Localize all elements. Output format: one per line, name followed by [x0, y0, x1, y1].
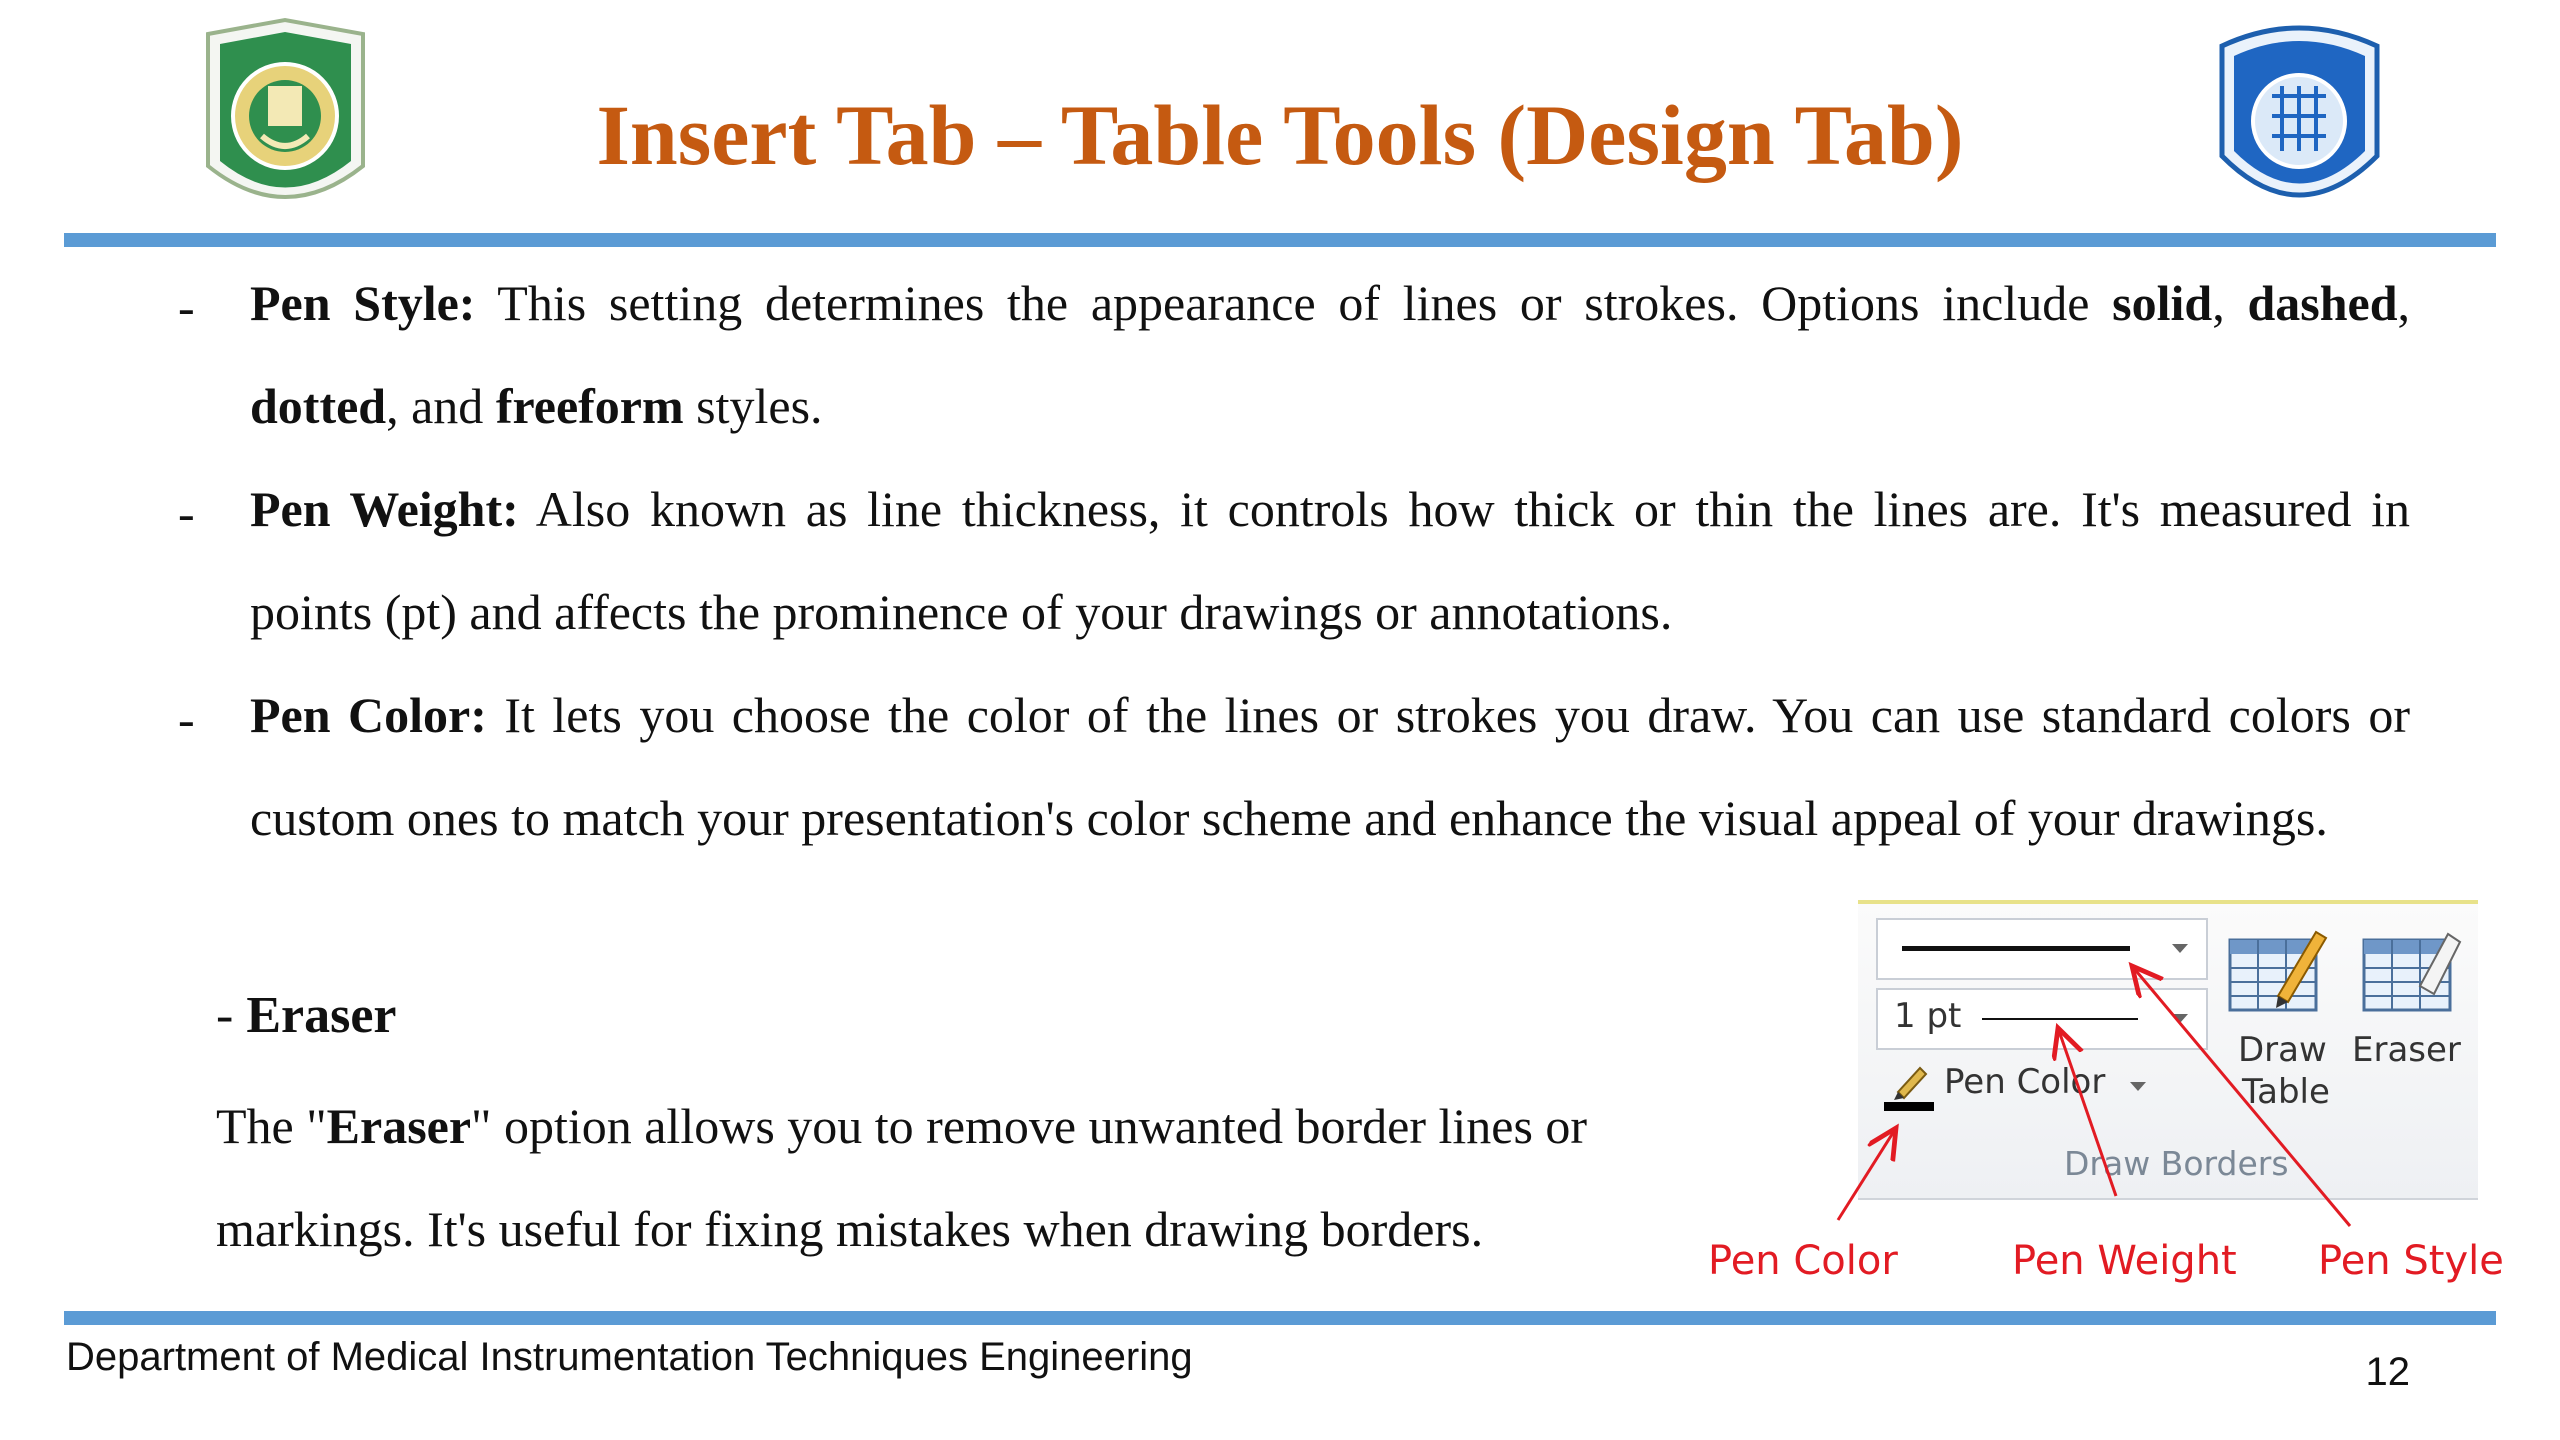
callout-pen-color: Pen Color [1708, 1238, 1898, 1284]
bullet-dash: - [178, 279, 195, 335]
pen-style-arrow [2132, 966, 2350, 1226]
pen-weight-arrow [2058, 1028, 2116, 1196]
bullet-text: , and [386, 378, 496, 434]
bullet-text: It lets you choose the color of the lines or strokes you draw. You can use standard colors or custom ones to match your presentation's color scheme and enhance the visual appeal of your drawings. [250, 687, 2410, 846]
bullet-text: , [2212, 275, 2248, 331]
bold-dashed: dashed [2247, 275, 2398, 331]
draw-borders-group-label: Draw Borders [2064, 1144, 2289, 1183]
bold-dotted: dotted [250, 378, 387, 434]
bullet-dash: - [178, 691, 195, 747]
bullet-text: , [2397, 275, 2411, 331]
eraser-heading-text: Eraser [246, 987, 397, 1044]
pen-color-label: Pen Color [1944, 1062, 2106, 1102]
pen-color-arrow [1838, 1128, 1896, 1220]
bullet-text: Also known as line thickness, it controls how thick or thin the lines are. It's measured in points (pt) and affects the prominence of your drawings or annotations. [250, 481, 2410, 640]
callout-pen-weight: Pen Weight [2012, 1238, 2237, 1284]
eraser-label: Eraser [2352, 1030, 2461, 1070]
footer-divider [64, 1311, 2496, 1325]
callout-pen-style: Pen Style [2318, 1238, 2504, 1284]
pen-weight-value: 1 pt [1894, 996, 1962, 1036]
bullet-text: styles. [683, 378, 823, 434]
eraser-text: " option allows you to remove unwanted border lines or markings. It's useful for fixing mistakes when drawing borders. [216, 1098, 1588, 1257]
term-pen-weight: Pen Weight: [250, 481, 519, 537]
page-number: 12 [2365, 1350, 2410, 1394]
eraser-dash: - [216, 987, 247, 1044]
bold-solid: solid [2112, 275, 2213, 331]
footer-department: Department of Medical Instrumentation Techniques Engineering [66, 1335, 1193, 1379]
eraser-bold: Eraser [326, 1098, 472, 1154]
term-pen-color: Pen Color: [250, 687, 487, 743]
draw-table-label-line1: Draw [2238, 1030, 2327, 1070]
bullet-dash: - [178, 485, 195, 541]
bold-freeform: freeform [495, 378, 684, 434]
draw-table-label-line2: Table [2242, 1072, 2330, 1112]
eraser-text: The " [216, 1098, 327, 1154]
bullet-text: This setting determines the appearance of lines or strokes. Options include [475, 275, 2113, 331]
slide-title: Insert Tab – Table Tools (Design Tab) [596, 87, 1964, 183]
term-pen-style: Pen Style: [250, 275, 476, 331]
